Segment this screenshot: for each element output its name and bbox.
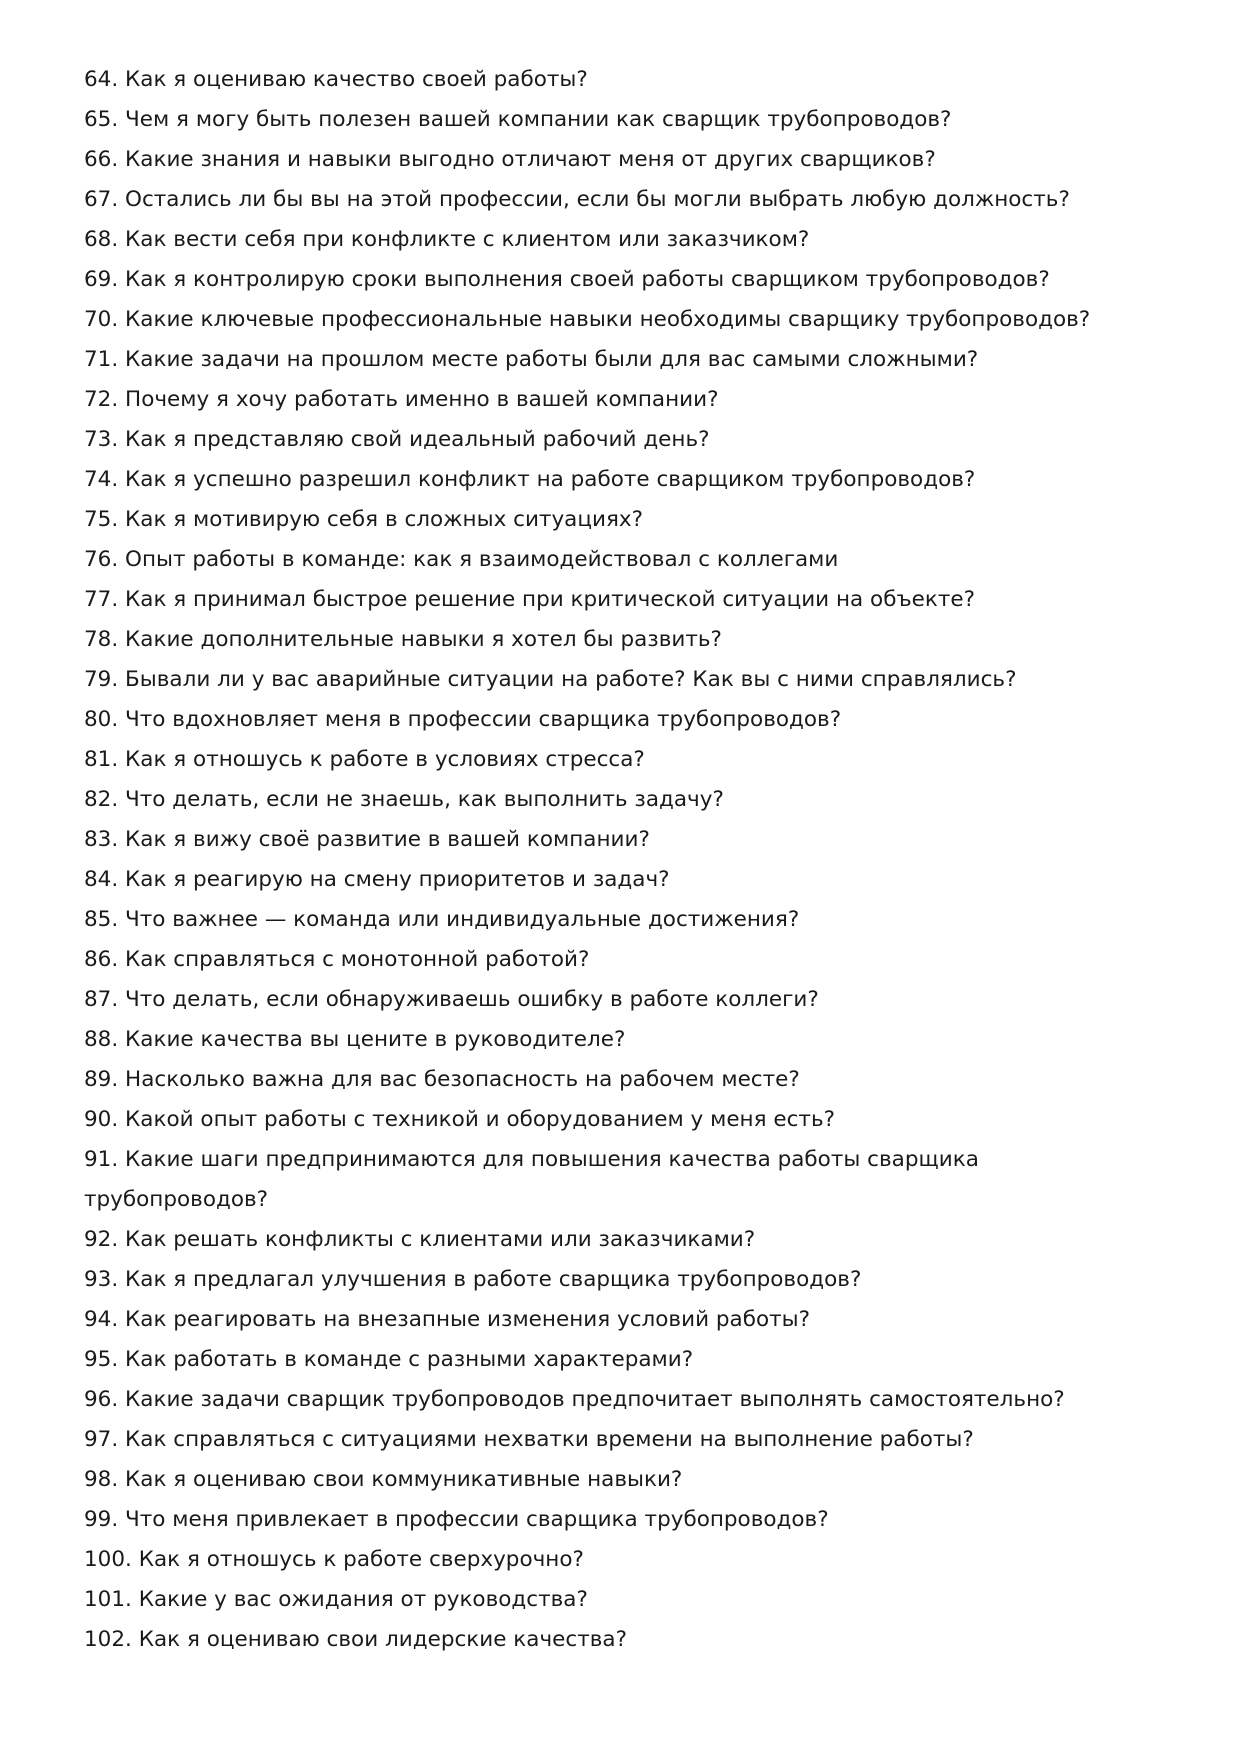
question-item: 65. Чем я могу быть полезен вашей компании как сварщик трубопроводов? [84, 107, 952, 132]
question-item: 83. Как я вижу своё развитие в вашей компании? [84, 827, 650, 852]
question-item: 102. Как я оцениваю свои лидерские качества? [84, 1627, 628, 1652]
question-item: 70. Какие ключевые профессиональные навыки необходимы сварщику трубопроводов? [84, 307, 1091, 332]
question-item: 77. Как я принимал быстрое решение при критической ситуации на объекте? [84, 587, 976, 612]
question-item: 80. Что вдохновляет меня в профессии сварщика трубопроводов? [84, 707, 842, 732]
question-item: 99. Что меня привлекает в профессии сварщика трубопроводов? [84, 1507, 829, 1532]
question-item: 78. Какие дополнительные навыки я хотел бы развить? [84, 627, 722, 652]
question-item: 64. Как я оцениваю качество своей работы? [84, 67, 588, 92]
question-item: 96. Какие задачи сварщик трубопроводов предпочитает выполнять самостоятельно? [84, 1387, 1065, 1412]
question-item: 81. Как я отношусь к работе в условиях стресса? [84, 747, 645, 772]
question-item: 79. Бывали ли у вас аварийные ситуации на работе? Как вы с ними справлялись? [84, 667, 1017, 692]
question-item: 73. Как я представляю свой идеальный рабочий день? [84, 427, 710, 452]
question-item: 93. Как я предлагал улучшения в работе сварщика трубопроводов? [84, 1267, 862, 1292]
question-item: 75. Как я мотивирую себя в сложных ситуациях? [84, 507, 644, 532]
question-item: 72. Почему я хочу работать именно в вашей компании? [84, 387, 719, 412]
question-item: 98. Как я оцениваю свои коммуникативные навыки? [84, 1467, 683, 1492]
question-item: 88. Какие качества вы цените в руководителе? [84, 1027, 626, 1052]
question-item: 68. Как вести себя при конфликте с клиентом или заказчиком? [84, 227, 810, 252]
question-item: 100. Как я отношусь к работе сверхурочно? [84, 1547, 584, 1572]
question-list [84, 60, 1144, 1660]
question-item: 89. Насколько важна для вас безопасность на рабочем месте? [84, 1067, 800, 1092]
question-item: 67. Остались ли бы вы на этой профессии, если бы могли выбрать любую должность? [84, 187, 1070, 212]
question-item: 90. Какой опыт работы с техникой и оборудованием у меня есть? [84, 1107, 836, 1132]
question-item: 95. Как работать в команде с разными характерами? [84, 1347, 694, 1372]
question-item: 69. Как я контролирую сроки выполнения своей работы сварщиком трубопроводов? [84, 267, 1050, 292]
question-item: 94. Как реагировать на внезапные изменения условий работы? [84, 1307, 811, 1332]
question-item: 86. Как справляться с монотонной работой? [84, 947, 590, 972]
question-item: 91. Какие шаги предпринимаются для повышения качества работы сварщика трубопроводов? [84, 1147, 979, 1212]
question-item: 87. Что делать, если обнаруживаешь ошибку в работе коллеги? [84, 987, 819, 1012]
question-item: 82. Что делать, если не знаешь, как выполнить задачу? [84, 787, 724, 812]
question-item: 101. Какие у вас ожидания от руководства? [84, 1587, 588, 1612]
question-item: 66. Какие знания и навыки выгодно отличают меня от других сварщиков? [84, 147, 936, 172]
question-item: 74. Как я успешно разрешил конфликт на работе сварщиком трубопроводов? [84, 467, 976, 492]
question-item: 92. Как решать конфликты с клиентами или заказчиками? [84, 1227, 756, 1252]
question-item: 85. Что важнее — команда или индивидуальные достижения? [84, 907, 800, 932]
question-item: 76. Опыт работы в команде: как я взаимодействовал с коллегами [84, 547, 839, 572]
question-item: 71. Какие задачи на прошлом месте работы были для вас самыми сложными? [84, 347, 979, 372]
question-item: 97. Как справляться с ситуациями нехватки времени на выполнение работы? [84, 1427, 974, 1452]
question-item: 84. Как я реагирую на смену приоритетов и задач? [84, 867, 670, 892]
